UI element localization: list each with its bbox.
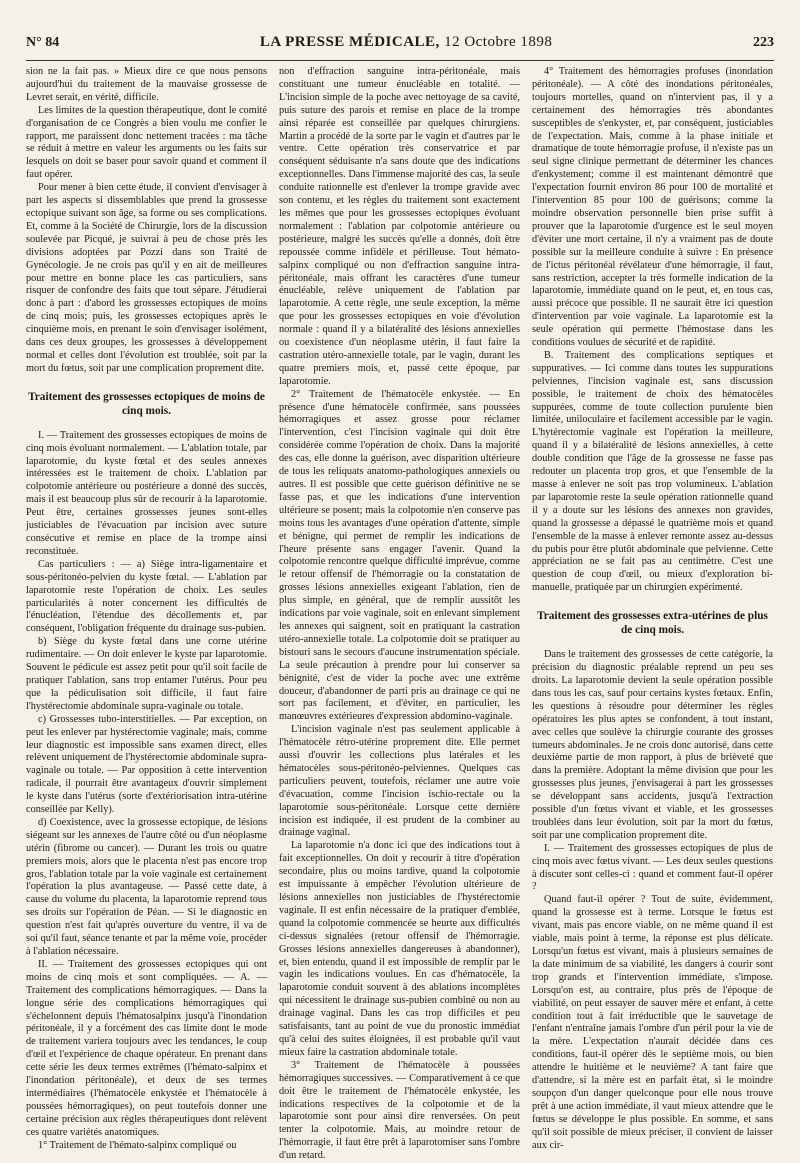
paragraph: La laparotomie n'a donc ici que des indications tout à fait exceptionnelles. On doit y recourir à titre d'opération secondaire, plus ou moins tardive, quand la colpotomie est impuissante à empêcher l'évolution ultérieure de lésions annexielles non justiciables de l'hystérectomie vaginale. Il est enfin nécessaire de la pratiquer d'emblée, quand la colpotomie commencée se heurte aux difficultés ci-dessus signalées (retour offensif de l'hémorragie. Grosses lésions annexielles dangereuses à abandonner), et, bien entendu, quand il est impossible de remplir par le vagin les indications voulues. En cas d'hématocèle, la laparotomie conduit souvent à des ablations incomplètes qui nécessitent le drainage sus-pubien combiné ou non au drainage vaginal. Dans les cas trop difficiles et peu satisfaisants, tant au point de vue du pronostic immédiat qu'à celui des suites éloignées, il est probable qu'il vaut mieux faire la castration abdominale totale. — [279, 840, 520, 1058]
issue-number: N° 84 — [26, 35, 60, 50]
paragraph: I. — Traitement des grossesses ectopiques de plus de cinq mois avec fœtus vivant. — Les deux seules questions à discuter sont celles-ci : quand et comment faut-il opérer ? — [532, 842, 773, 893]
paragraph: II. — Traitement des grossesses ectopiques qui ont moins de cinq mois et sont compliquées. — A. — Traitement des complications hémorragiques. — Dans la longue série des complications hémorragiques qui s'échelonnent depuis l'hématosalpinx jusqu'à l'inondation péritonéale, il y a forcément des cas limite dont le mode de traitement variera toujours avec les tendances, le coup d'œil et l'expérience de chaque opérateur. En prenant dans cette série les deux termes extrêmes (l'hémato-salpinx et l'inondation péritonéale), et deux de ses termes intermédiaires (l'hématocèle enkystée et l'hématocèle à poussées hémorragiques), on peut toutefois donner une certaine précision aux règles thérapeutiques dont relèvent ces quatre variétés anatomiques. — [26, 958, 267, 1138]
article-columns — [26, 66, 774, 1162]
issue-date: 12 Octobre 1898 — [444, 34, 553, 50]
paragraph: Pour mener à bien cette étude, il convient d'envisager à part les aspects si dissemblables que prend la grossesse ectopique suivant son âge, sa forme ou ses complications. Et, comme à la Société de Chirurgie, lors de la discussion soulevée par Picqué, je suivrai à peu de chose près les divisions adoptées par Pozzi dans son Traité de Gynécologie. Je ne crois pas qu'il y en ait de meilleures pour mettre en bonne place les cas particuliers, sans risquer de confondre des faits que tout sépare. J'étudierai donc à part : d'abord les grossesses ectopiques de moins de cinq mois; puis, les grossesses ectopiques après le cinquième mois, en prenant le soin d'envisager isolément, dans ces deux groupes, les grossesses à développement normal et celles dont l'évolution est troublée, soit par la mort du fœtus, soit par une complication proprement dite. — [26, 182, 267, 374]
journal-name: LA PRESSE MÉDICALE, — [259, 34, 440, 50]
paragraph: 1° Traitement de l'hémato-salpinx compliqué ou — [38, 1139, 237, 1151]
paragraph: I. — Traitement des grossesses ectopiques de moins de cinq mois évoluant normalement. — L'ablation totale, par laparotomie, du kyste fœtal et des seules annexes intéressées est le traitement de choix. L'ablation par colpotomie antérieure ou postérieure a donné des succès, mais il est beaucoup plus sûr de recourir à la laparotomie. Peut être, certaines grossesses jeunes sont-elles justiciables de l'évacuation par incision avec suture consécutive et remise en place de la trompe ainsi reconstituée. — [26, 429, 267, 557]
section-heading: Traitement des grossesses ectopiques de moins de cinq mois. — [28, 390, 265, 417]
paragraph: b) Siège du kyste fœtal dans une corne utérine rudimentaire. — On doit enlever le kyste par laparotomie. Souvent le pédicule est assez petit pour qu'il soit facile de pratiquer l'ablation, sans trop entamer l'utérus. Pour peu que la pédiculisation soit difficile, il faut faire l'hystérectomie abdominale supra-vaginale ou totale. — [26, 636, 267, 712]
journal-title — [260, 34, 553, 51]
paragraph: 4° Traitement des hémorragies profuses (inondation péritonéale). — A côté des inondations péritonéales, toujours mortelles, quand on n'intervient pas, il y a certainement des hémorragies très abondantes susceptibles de s'enkyster, et, par conséquent, justiciables de l'expectation. Mais, comme à la phase initiale et dramatique de toute hémorragie profuse, il n'existe pas un seul signe clinique permettant de déterminer les chances d'enkystement; comme il est maintenant démontré que l'expectation fournit environ 86 pour 100 de mortalité et l'intervention 85 pour 100 de guérisons; comme la moindre observation personnelle bien prise suffit à prouver que la laparotomie d'urgence est le seul moyen d'éviter une mort certaine, il n'y a vraiment pas de doute possible sur la meilleure conduite à suivre : En présence de l'ictus péritonéal révélateur d'une hémorragie, il faut, sans restriction, accepter la très formelle indication de la laparotomie, immédiate quand on le peut, et, en tous cas, aussi précoce que possible. Il ne saurait être ici question d'intervention par voie vaginale. La laparotomie est la seule opération qui permette l'hémostase dans les conditions voulues de sécurité et de rapidité. — [532, 66, 773, 349]
column-right — [532, 66, 773, 1151]
paragraph: d) Coexistence, avec la grossesse ectopique, de lésions siégeant sur les annexes de l'autre côté ou d'un néoplasme utérin (fibrome ou cancer). — Durant les trois ou quatre premiers mois, alors que le placenta n'est pas encore trop gros, l'ablation totale par la voie vaginale est certainement l'opération la plus avantageuse. — Passé cette date, à cause du volume du placenta, la laparotomie reprend tous ses droits sur l'opération de Péan. — Si le diagnostic en question n'est fait qu'après ouverture du ventre, il va de soi qu'il faut, séance tenante et par la même voie, procéder à l'ablation nécessaire. — [26, 816, 267, 957]
paragraph: Dans le traitement des grossesses de cette catégorie, la précision du diagnostic préalable reprend un peu ses droits. La laparotomie devient la seule opération possible dans tous les cas, sauf pour certains kystes fœtaux. Enfin, les questions à résoudre pour déterminer les règles opératoires les plus aptes se confondent, à tout instant, avec celles que soulève la chirurgie courante des grosses tumeurs abdominales. Je ne crois donc autorisé, dans cette deuxième partie de mon rapport, à plus de brièveté que dans la première. Adoptant la même division que pour les grossesses plus jeunes, j'envisagerai à part les grossesses se développant sans accidents, jusqu'à l'extraction possible d'un fœtus vivant et viable, et les grossesses troublées dans leur évolution, soit par la mort du fœtus, soit par une complication proprement dite. — [532, 649, 773, 841]
paragraph: non d'effraction sanguine intra-péritonéale, mais constituant une tumeur énucléable en totalité. — L'incision simple de la poche avec nettoyage de sa cavité, puis suture des parois et remise en place de la trompe ainsi réparée est conseillée par quelques chirurgiens. Martin a procédé de la sorte par le vagin et d'autres par le ventre. Cette opération très conservatrice et par conséquent séduisante n'a sans doute que des indications exceptionnelles. Dans l'immense majorité des cas, la seule conduite rationnelle est d'enlever la trompe gravide avec son contenu, et les règles du traitement sont exactement les mêmes que pour les grossesses ectopiques évoluant normalement : l'ablation par colpotomie antérieure ou postérieure, malgré les succès qu'elle a donnés, doit être repoussée comme infidèle et périlleuse. Tout hémato-salpinx compliqué ou non d'effraction sanguine intra-péritonéale, mais offrant les caractères d'une tumeur énucléable, relève uniquement de l'ablation par laparotomie. A cette règle, une seule exception, la même que pour les grossesses ectopiques en voie d'évolution normale : quand il y a bilatéralité des lésions annexielles ou coexistence d'un néoplasme utérin, il faut faire la castration utéro-annexielle totale, par le vagin, durant les quatre premiers mois, et, passé cette époque, par laparotomie. — [279, 66, 520, 387]
paragraph: L'incision vaginale n'est pas seulement applicable à l'hématocèle rétro-utérine proprement dite. Elle permet aussi d'ouvrir les collections plus latérales et les hématocèles sous-péritonéo-pelviennes. Quelques cas particuliers peuvent, toutefois, réclamer une autre voie d'évacuation, comme l'incision ischio-rectale ou la laparotomie sous-péritonéale. Lorsque cette dernière incision est indiquée, il est prudent de la combiner au drainage vaginal. — [279, 724, 520, 839]
paragraph: 2° Traitement de l'hématocèle enkystée. — En présence d'une hématocèle confirmée, sans poussées hémorragiques et assez grosse pour réclamer l'intervention, c'est l'incision vaginale qui doit être considérée comme l'opération de choix. Dans la majorité des cas, elle donne la guérison, avec disparition ultérieure de tous les reliquats anatomo-pathologiques annexiels ou autres. Il est possible que cette guérison définitive ne se fasse pas, et que les indications d'une intervention ultérieure se posent; mais la colpotomie n'en conserve pas moins tous les avantages d'une opération d'attente, simple et bénigne, qui permet de remplir les indications de l'heure présente sans engager l'avenir. Quand la colpotomie rencontre quelque difficulté imprévue, comme le retour offensif de l'hémorragie ou la constatation de grosses lésions annexielles exigeant l'ablation, rien de plus simple, en général, que de remplir aussitôt les indications par voie vaginale, soit en enlevant simplement les annexes qui saignent, soit en pratiquant la castration utéro-annexielle totale. La colpotomie doit se pratiquer au bistouri sans le secours d'aucune instrumentation spéciale. La seule précaution à prendre pour lui conserver sa bénignité, c'est de vider la poche avec une extrême douceur, d'abandonner de parti pris au drainage ce qui ne sort pas facilement, et d'éviter, en particulier, les manœuvres extérieures d'expression abdomino-vaginale. — [279, 388, 520, 723]
paragraph: 3° Traitement de l'hématocèle à poussées hémorragiques successives. — Comparativement à ce que doit être le traitement de l'hématocèle enkystée, les indications respectives de la colpotomie et de la laparotomie sont pour ainsi dire renversées. On peut tenter la colpotomie. Mais, au moindre retour de l'hémorragie, il faut être prêt à laparotomiser sans l'ombre d'un retard. — [279, 1059, 520, 1162]
column-middle — [279, 66, 520, 1162]
paragraph: sion ne la fait pas. » Mieux dire ce que nous pensons aujourd'hui du traitement de la mauvaise grossesse de Levret serait, en vérité, difficile. — [26, 66, 267, 103]
page-number: 223 — [753, 35, 774, 50]
paragraph: Quand faut-il opérer ? Tout de suite, évidemment, quand la grossesse est à terme. Lorsque le fœtus est vivant, mais pas encore viable, on ne même quand il est viable, mais point à terme, la réponse est plus délicate. Lorsqu'un fœtus est vivant, mais à plusieurs semaines de la date minimum de sa viabilité, les dangers à courir sont trop grands et l'intervention immédiate, s'impose. Lorsqu'on est, au contraire, plus près de l'époque de viabilité, on peut essayer de sauver mère et enfant, à cette condition tout à fait irréductible que le sauvetage de l'enfant n'entraîne jamais l'ombre d'un péril pour la vie de la mère. L'expectation n'aurait décidée dans ces conditions, faut-il opérer dès le septième mois, ou bien attendre le huitième et le neuvième? A tant faire que d'attendre, si la mère est en parfait état, si le moindre soupçon d'un danger quelconque pour elle nous trouve prêt à une action immédiate, il vaut mieux attendre que le fœtus se développe le plus possible. En somme, et sans qu'il soit possible de mieux préciser, il convient de laisser aux cir- — [532, 894, 773, 1151]
paragraph: c) Grossesses tubo-interstitielles. — Par exception, on peut les enlever par hystérectomie vaginale; mais, comme leur diagnostic est impossible sans examen direct, elles relèvent uniquement de l'hystérectomie abdominale supra-vaginale ou totale. — Par opposition à cette intervention radicale, il pourrait être avantageux d'ouvrir simplement le kyste dans l'utérus (sorte d'extériorisation intra-utérine conseillée par Kelly). — [26, 713, 267, 816]
column-left — [26, 66, 267, 1151]
paragraph: Cas particuliers : — a) Siège intra-ligamentaire et sous-péritonéo-pelvien du kyste fœtal. — L'ablation par laparotomie reste l'opération de choix. Les seules particularités à noter concernent les difficultés de l'énucléation, l'étendue des décollements et, par conséquent, l'obligation fréquente du drainage sus-pubien. — [26, 558, 267, 635]
page-header — [26, 34, 774, 56]
paragraph: B. Traitement des complications septiques et suppuratives. — Ici comme dans toutes les suppurations pelviennes, l'incision vaginale est, sans discussion possible, le traitement de choix des hématocèles suppurées, comme de toute collection purulente bien limitée, uniloculaire et facilement accessible par le vagin. L'hytérectomie vaginale est l'opération la meilleure, quand il y a bilatéralité de lésions annexielles, à cette double condition que l'âge de la grossesse ne fasse pas redouter un placenta trop gros, et que l'ensemble de la masse à enlever ne soit pas trop volumineux. L'ablation par laparotomie reste la seule opération rationnelle quand il y a doute sur les lésions des annexes non gravides, quand la grossesse a dépassé le quatrième mois et quand l'ensemble de la masse à enlever remonte assez au-dessus du pubis pour être plutôt abdominale que pelvienne. Cette appréciation ne se fait pas au centimètre. C'est une question de coup d'œil, ou mieux d'exploration bi-manuelle, pratiquée par un chirurgien expérimenté. — [532, 349, 773, 594]
paragraph: Les limites de la question thérapeutique, dont le comité d'organisation de ce Congrès a bien voulu me confier le rapport, me paraissent donc nettement tracées : ma tâche se réduit à mettre en valeur les arguments ou les faits sur lesquels on doit se baser pour savoir quand et comment il faut opérer. — [26, 104, 267, 181]
section-heading: Traitement des grossesses extra-utérines de plus de cinq mois. — [537, 610, 768, 637]
header-rule — [26, 60, 774, 61]
